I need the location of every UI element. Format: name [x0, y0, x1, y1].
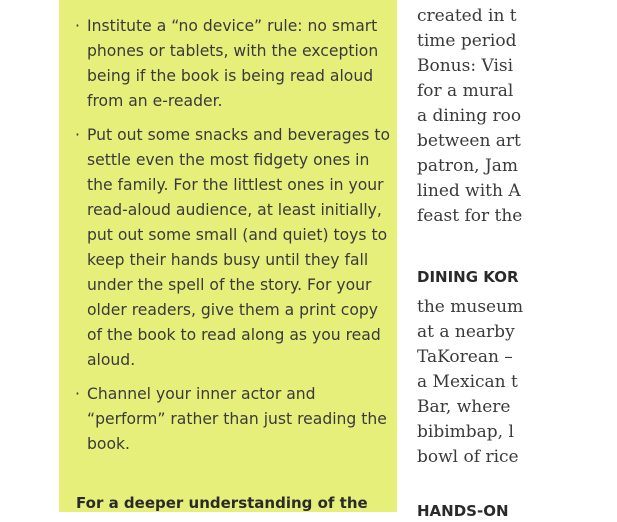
deeper-understanding-heading: For a deeper understanding of the [76, 494, 368, 512]
tip-item [75, 123, 391, 373]
tip-item [75, 14, 391, 114]
article-line: Bar, where [417, 397, 511, 417]
article-line: bibimbap, l [417, 422, 514, 442]
article-line: a dining roo [417, 106, 522, 126]
bullet-icon: · [75, 385, 80, 403]
dining-heading: DINING KOR [417, 268, 519, 286]
article-line: patron, Jam [417, 156, 519, 176]
tips-sidebar [59, 0, 397, 512]
tip-item [75, 382, 391, 457]
article-line: at a nearby [417, 322, 515, 342]
tip-text: Channel your inner actor and “perform” rather than just reading the book. [87, 385, 387, 453]
article-line: a Mexican t [417, 372, 518, 392]
bullet-icon: · [75, 17, 80, 35]
article-line: lined with A [417, 181, 521, 201]
article-line: bowl of rice [417, 447, 519, 467]
hands-on-heading: HANDS-ON [417, 502, 509, 520]
tips-list [75, 14, 391, 466]
tip-text: Institute a “no device” rule: no smart phones or tablets, with the exception being if the book is being read aloud from an e-reader. [87, 17, 379, 110]
article-line: created in t [417, 6, 517, 26]
tip-text: Put out some snacks and beverages to settle even the most fidgety ones in the family. For the littlest ones in your read-aloud audience, at least initially, put out some small (and quiet) toys to keep their hands busy until they fall under the spell of the story. For your older readers, give them a print copy of the book to read along as you read aloud. [87, 126, 391, 369]
bullet-icon: · [75, 126, 80, 144]
article-line: between art [417, 131, 521, 151]
article-line: TaKorean – [417, 347, 513, 367]
article-line: the museum [417, 297, 524, 317]
article-line: Bonus: Visi [417, 56, 514, 76]
article-line: for a mural [417, 81, 514, 101]
article-line: time period [417, 31, 517, 51]
article-line: feast for the [417, 206, 523, 226]
